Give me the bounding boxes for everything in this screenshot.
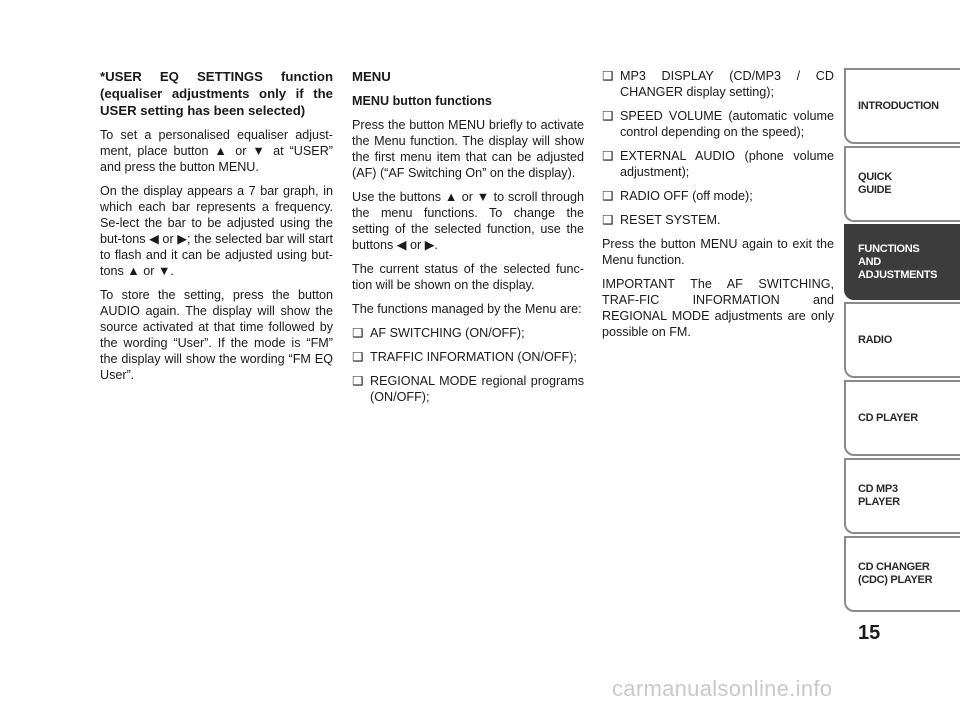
tab-label: FUNCTIONS AND ADJUSTMENTS <box>858 242 938 281</box>
tab-radio[interactable] <box>844 302 960 378</box>
menu-paragraph-4: The functions managed by the Menu are: <box>352 302 582 316</box>
watermark: carmanualsonline.info <box>612 676 833 701</box>
tab-label: QUICK GUIDE <box>858 171 892 196</box>
tab-functions-and-adjustments[interactable] <box>844 224 960 300</box>
menu-title: MENU <box>352 69 391 84</box>
list-item-text: TRAFFIC INFORMATION (ON/OFF); <box>370 350 577 364</box>
checkbox-bullet-icon: ❑ <box>352 374 364 388</box>
menu-paragraph-3: The current status of the selected func-tion will be shown on the display. <box>352 262 584 292</box>
tab-label: CD MP3 PLAYER <box>858 483 900 508</box>
tab-introduction[interactable] <box>844 68 960 144</box>
checkbox-bullet-icon: ❑ <box>602 213 614 227</box>
heading-text-2: setting has been selected) <box>136 103 306 118</box>
user-eq-paragraph-3: To store the setting, press the button AUDIO again. The display will show the source activated at that time followed by the wording “User”. If the mode is “FM” the display will show the wording “FM EQ User”. <box>100 288 333 382</box>
menu-paragraph-2: Use the buttons ▲ or ▼ to scroll through the menu functions. To change the setting of the selected function, use the buttons ◀ or ▶. <box>352 190 584 252</box>
checkbox-bullet-icon: ❑ <box>352 350 364 364</box>
list-item-text: RADIO OFF (off mode); <box>620 189 753 203</box>
menu-subheading <box>352 93 584 109</box>
section-tabs <box>844 68 960 608</box>
column-menu-continued <box>602 68 834 348</box>
tab-cd-player[interactable] <box>844 380 960 456</box>
list-item-text: MP3 DISPLAY (CD/MP3 / CD CHANGER display setting); <box>620 69 834 99</box>
heading-asterisk: * <box>100 69 106 84</box>
heading-text-1: function (equaliser adjustments only if the <box>100 69 333 101</box>
user-eq-heading <box>100 68 333 119</box>
menu-exit-paragraph: Press the button MENU again to exit the Menu function. <box>602 237 834 267</box>
checkbox-bullet-icon: ❑ <box>352 326 364 340</box>
list-item <box>602 212 834 228</box>
menu-paragraph-1: Press the button MENU briefly to activate the Menu function. The display will show the first menu item that can be adjusted (AF) (“AF Switching On” on the display). <box>352 118 584 180</box>
list-item-text: REGIONAL MODE regional programs (ON/OFF); <box>370 374 584 404</box>
list-item-text: EXTERNAL AUDIO (phone volume adjustment); <box>620 149 834 179</box>
subheading-rest: button functions <box>389 94 492 108</box>
tab-label: CD PLAYER <box>858 411 918 424</box>
tab-cd-mp3-player[interactable] <box>844 458 960 534</box>
tab-label: INTRODUCTION <box>858 99 939 112</box>
list-item <box>352 373 584 405</box>
important-note: IMPORTANT The AF SWITCHING, TRAF-FIC INFORMATION and REGIONAL MODE adjustments are only possible on FM. <box>602 277 834 339</box>
list-item <box>602 68 834 100</box>
column-user-eq <box>100 68 333 391</box>
checkbox-bullet-icon: ❑ <box>602 189 614 203</box>
page-number: 15 <box>858 622 881 644</box>
user-eq-paragraph-1: To set a personalised equaliser adjust-ment, place button ▲ or ▼ at “USER” and press the button MENU. <box>100 128 333 174</box>
heading-user: USER <box>100 103 137 118</box>
list-item-text: AF SWITCHING (ON/OFF); <box>370 326 525 340</box>
tab-cd-changer-player[interactable] <box>844 536 960 612</box>
list-item <box>602 188 834 204</box>
list-item <box>352 325 584 341</box>
list-item <box>352 349 584 365</box>
column-menu <box>352 68 584 413</box>
tab-label: CD CHANGER (CDC) PLAYER <box>858 561 933 586</box>
list-item <box>602 108 834 140</box>
subheading-menu: MENU <box>352 94 390 108</box>
user-eq-paragraph-2: On the display appears a 7 bar graph, in which each bar represents a frequency. Se-lect the bar to be adjusted using the but-tons ◀ or ▶; the selected bar will start to flash and it can be adjusted using but-tons ▲ or ▼. <box>100 184 333 278</box>
tab-label: RADIO <box>858 333 892 346</box>
list-item-text: RESET SYSTEM. <box>620 213 721 227</box>
checkbox-bullet-icon: ❑ <box>602 149 614 163</box>
list-item <box>602 148 834 180</box>
checkbox-bullet-icon: ❑ <box>602 109 614 123</box>
tab-quick-guide[interactable] <box>844 146 960 222</box>
checkbox-bullet-icon: ❑ <box>602 69 614 83</box>
heading-user-eq: USER EQ SETTINGS <box>105 69 263 84</box>
list-item-text: SPEED VOLUME (automatic volume control depending on the speed); <box>620 109 834 139</box>
